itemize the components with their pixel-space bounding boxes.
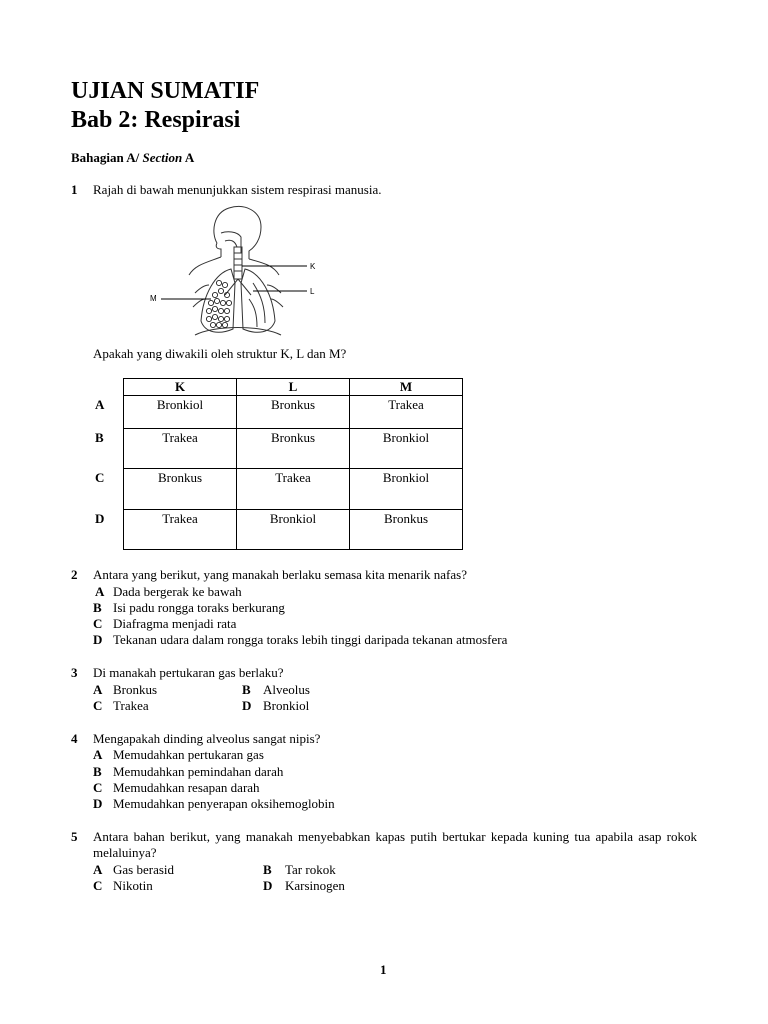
table-row-b: [124, 429, 463, 469]
page-number: 1: [380, 962, 387, 977]
cell-d-l: Bronkiol: [237, 510, 350, 550]
cell-a-k: Bronkiol: [124, 396, 237, 429]
q3-option-d-text: Bronkiol: [263, 698, 310, 713]
q2-option-a-text: Dada bergerak ke bawah: [113, 584, 242, 599]
q1-answer-table: [123, 378, 463, 550]
q4-option-a-letter: A: [93, 747, 103, 762]
q2-option-b-letter: B: [93, 600, 102, 615]
q1-number: 1: [71, 182, 78, 197]
table-row-c: [124, 469, 463, 510]
q2-option-d-letter: D: [93, 632, 103, 647]
q5-option-c-text: Nikotin: [113, 878, 153, 893]
q3-option-a-letter: A: [93, 682, 103, 697]
cell-b-k: Trakea: [124, 429, 237, 469]
q2-option-c-text: Diafragma menjadi rata: [113, 616, 237, 631]
q4-option-a-text: Memudahkan pertukaran gas: [113, 747, 264, 762]
q2-number: 2: [71, 567, 78, 582]
q5-option-b-letter: B: [263, 862, 272, 877]
section-heading: [71, 150, 194, 166]
cell-b-m: Bronkiol: [350, 429, 463, 469]
cell-d-m: Bronkus: [350, 510, 463, 550]
q3-option-b-text: Alveolus: [263, 682, 310, 697]
q4-option-c-letter: C: [93, 780, 103, 795]
row-letter-c: C: [95, 470, 105, 485]
q4-option-b-letter: B: [93, 764, 102, 779]
label-k: K: [310, 262, 316, 271]
cell-c-k: Bronkus: [124, 469, 237, 510]
q4-option-d-text: Memudahkan penyerapan oksihemoglobin: [113, 796, 335, 811]
q3-text: Di manakah pertukaran gas berlaku?: [93, 665, 284, 680]
cell-a-m: Trakea: [350, 396, 463, 429]
q5-number: 5: [71, 829, 78, 844]
q5-option-a-letter: A: [93, 862, 103, 877]
q3-option-a-text: Bronkus: [113, 682, 158, 697]
q3-number: 3: [71, 665, 78, 680]
label-l: L: [310, 287, 315, 296]
row-letter-b: B: [95, 430, 104, 445]
q1-text: Rajah di bawah menunjukkan sistem respirasi manusia.: [93, 182, 382, 197]
q4-option-b-text: Memudahkan pemindahan darah: [113, 764, 284, 779]
section-letter: A: [184, 150, 195, 165]
respiratory-system-diagram: [145, 203, 325, 343]
q5-text: Antara bahan berikut, yang manakah menyebabkan kapas putih bertukar kepada kuning tua apabila asap rokok melaluinya?: [93, 829, 697, 860]
q5-option-b-text: Tar rokok: [285, 862, 336, 877]
q3-option-d-letter: D: [242, 698, 252, 713]
q5-option-d-text: Karsinogen: [285, 878, 345, 893]
q4-option-c-text: Memudahkan resapan darah: [113, 780, 260, 795]
cell-b-l: Bronkus: [237, 429, 350, 469]
cell-c-m: Bronkiol: [350, 469, 463, 510]
label-m: M: [150, 294, 157, 303]
q5-option-a-text: Gas berasid: [113, 862, 175, 877]
q1-question: Apakah yang diwakili oleh struktur K, L dan M?: [93, 346, 347, 361]
q2-option-a-letter: A: [95, 584, 105, 599]
q3-option-c-text: Trakea: [113, 698, 149, 713]
q2-option-d-text: Tekanan udara dalam rongga toraks lebih tinggi daripada tekanan atmosfera: [113, 632, 508, 647]
cell-a-l: Bronkus: [237, 396, 350, 429]
q4-option-d-letter: D: [93, 796, 103, 811]
q4-text: Mengapakah dinding alveolus sangat nipis?: [93, 731, 321, 746]
table-row-d: [124, 510, 463, 550]
q3-option-b-letter: B: [242, 682, 251, 697]
header-k: K: [124, 379, 237, 396]
q5-option-d-letter: D: [263, 878, 273, 893]
row-letter-d: D: [95, 511, 105, 526]
q2-option-b-text: Isi padu rongga toraks berkurang: [113, 600, 285, 615]
q2-text: Antara yang berikut, yang manakah berlaku semasa kita menarik nafas?: [93, 567, 467, 582]
q3-option-c-letter: C: [93, 698, 103, 713]
header-l: L: [237, 379, 350, 396]
exam-title: UJIAN SUMATIF: [71, 78, 260, 104]
cell-d-k: Trakea: [124, 510, 237, 550]
table-row-a: [124, 396, 463, 429]
row-letter-a: A: [95, 397, 105, 412]
q5-option-c-letter: C: [93, 878, 103, 893]
cell-c-l: Trakea: [237, 469, 350, 510]
table-header-row: [124, 379, 463, 396]
q2-option-c-letter: C: [93, 616, 103, 631]
section-label: Bahagian A/: [71, 150, 140, 165]
header-m: M: [350, 379, 463, 396]
chapter-title: Bab 2: Respirasi: [71, 107, 241, 133]
section-italic: Section: [142, 150, 183, 165]
q4-number: 4: [71, 731, 78, 746]
